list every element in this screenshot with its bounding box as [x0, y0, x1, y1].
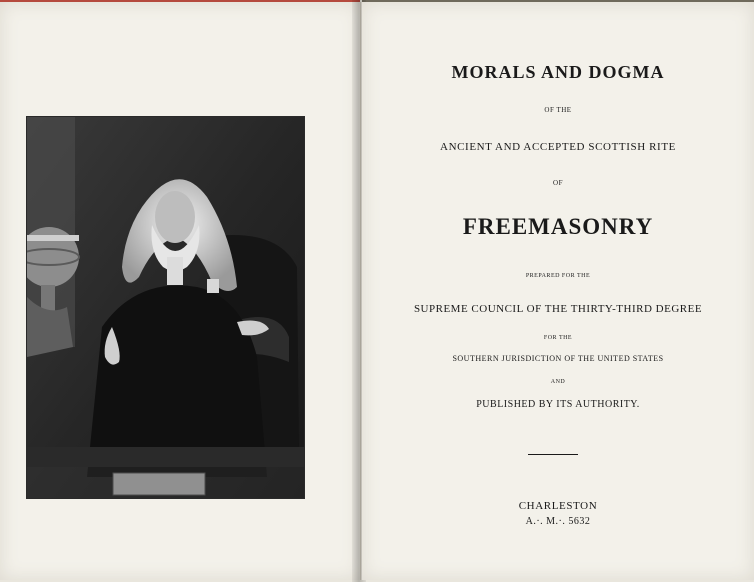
subject-line: FREEMASONRY	[462, 214, 654, 239]
of-the-line: OF THE	[544, 106, 572, 114]
divider-rule	[528, 454, 578, 455]
of-line: OF	[553, 179, 563, 187]
title-page	[362, 2, 754, 580]
year-line: A.·. M.·. 5632	[525, 516, 591, 527]
city-line: CHARLESTON	[518, 500, 598, 512]
book-title: MORALS AND DOGMA	[451, 62, 665, 82]
and-line: AND	[550, 379, 566, 385]
rite-line: ANCIENT AND ACCEPTED SCOTTISH RITE	[440, 141, 676, 153]
jurisdiction-line: SOUTHERN JURISDICTION OF THE UNITED STATES	[452, 354, 664, 363]
council-line: SUPREME COUNCIL OF THE THIRTY-THIRD DEGREE	[413, 303, 703, 315]
published-line: PUBLISHED BY ITS AUTHORITY.	[476, 399, 640, 410]
prepared-for-line: PREPARED FOR THE	[525, 273, 591, 279]
left-page	[0, 2, 361, 580]
frontispiece-portrait	[26, 116, 305, 499]
title-block	[362, 2, 754, 580]
for-the-line: FOR THE	[543, 335, 573, 341]
